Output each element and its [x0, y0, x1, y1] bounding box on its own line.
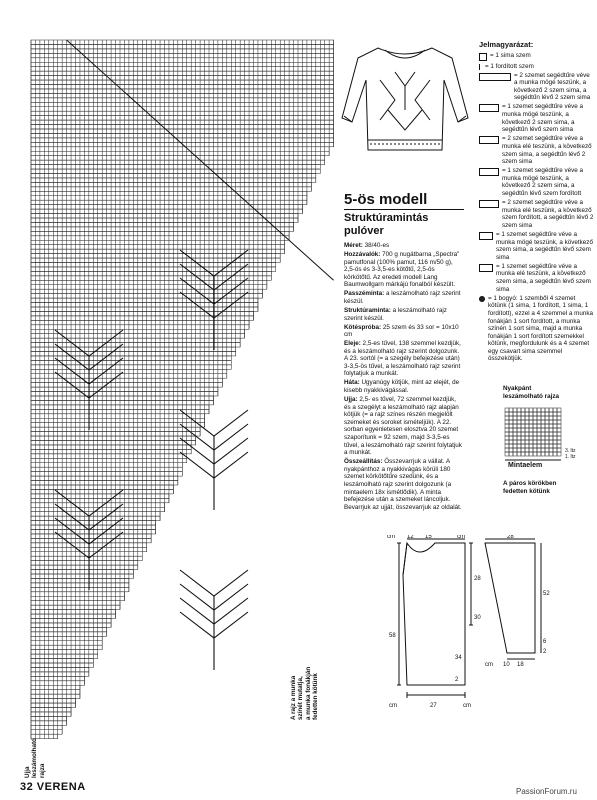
- neckband-note-line-1: A páros körökben: [503, 480, 557, 487]
- dim-12: 12: [407, 535, 414, 540]
- row-label-1: 1. ltz: [565, 454, 576, 460]
- instruction-paragraph: [344, 251, 464, 289]
- dim-27: 27: [430, 703, 437, 709]
- neckband-title: [503, 385, 559, 400]
- neckband-chart: [503, 406, 563, 470]
- dim-cm-left: cm: [387, 535, 395, 540]
- cable2b-symbol-icon: [479, 264, 493, 272]
- dim-15: 15: [425, 535, 432, 540]
- cable3c-symbol-icon: [479, 168, 499, 176]
- cable3a-symbol-icon: [479, 104, 499, 112]
- paragraph-label: Kötéspróba:: [344, 323, 382, 331]
- dim-10: 10: [503, 662, 510, 668]
- title-rule: [344, 209, 464, 210]
- legend-title: Jelmagyarázat:: [479, 40, 534, 49]
- paragraph-text: Ugyanúgy kötjük, mint az elejét, de kisebb nyakkivágással.: [344, 379, 460, 395]
- legend-text: = 2 szemet segédtűre véve a munka elé teszünk, a következő szem fordított, a segédtűn lévő 2 szem sima: [502, 199, 594, 229]
- dim-2: 2: [455, 677, 459, 683]
- paragraph-text: a leszámolható rajz szerint készül.: [344, 290, 461, 305]
- neckband-note-line-2: fedetten kötünk: [503, 487, 550, 495]
- meret-value: 38/40-es: [362, 242, 390, 249]
- bar-symbol-icon: [479, 64, 482, 70]
- legend-item: [479, 72, 595, 102]
- paragraph-label: Eleje:: [344, 340, 361, 348]
- legend-text: = 1 bogyó: 1 szemből 4 szemet kötünk (1 sima, 1 fordított, 1 sima, 1 fordított), ezzel a 4 szemmel a munka fonákján 1 sort fordított, a munka színén 1 sort sima, majd a munka fonákján 1 sort fordított szemekkel kötünk, megfordulunk és a 4 szemet egy csavart sima szemmel összekötjük.: [488, 294, 593, 363]
- model-title: 5-ös modell: [344, 191, 428, 208]
- paragraph-label: Háta:: [344, 379, 360, 387]
- instruction-paragraph: [344, 307, 464, 322]
- dot-symbol-icon: [479, 296, 485, 302]
- legend-item: [479, 167, 595, 197]
- paragraph-text: 2,5- es tűvel, 72 szemmel kezdjük, és a szegélyt a leszámolható rajz alapján kötjük (= a rajz színes részén megjelölt szemeket és soroket ismételjük). A 22. sorban egyenletesen elosztva 20 szemet szaporítunk = 92 szem, majd 3-3,5-es tűvel, a leszámolható rajz szerint folytatjuk a munkát.: [344, 396, 462, 457]
- legend-text: = 1 fordított szem: [485, 62, 534, 70]
- dim-cm-bottom-right: cm: [463, 703, 471, 709]
- legend-item: [479, 63, 595, 71]
- watermark: PassionForum.ru: [516, 787, 577, 796]
- legend-text: = 1 sima szem: [490, 52, 531, 59]
- paragraph-label: Hozzávalók:: [344, 250, 381, 258]
- dim-6: 6: [543, 639, 547, 645]
- meret-label: Méret:: [344, 242, 363, 249]
- chart-note-line-2: színét mutatja,: [297, 676, 305, 720]
- page-footer: 32 VERENA: [20, 781, 86, 793]
- legend-text: = 1 szemet segédtűre véve a munka mögé teszünk, a következő 2 szem sima, a segédtűn lévő szem fordított: [502, 167, 584, 197]
- chart-note-line-4: fedetten kötünk: [311, 673, 319, 720]
- legend-item: [479, 263, 595, 293]
- legend-text: = 2 szemet segédtűre véve a munka mögé teszünk, a következő 2 szem sima, a segédtűn lévő 2 szem sima: [514, 71, 591, 102]
- model-subtitle: [344, 212, 428, 238]
- legend-text: = 1 szemet segédtűre véve a munka mögé teszünk, a következő 2 szem sima, a segédtűn lévő szem sima: [502, 103, 584, 134]
- dim-52: 52: [543, 591, 550, 597]
- cable3b-symbol-icon: [479, 136, 499, 144]
- sleeve-label-line-2: leszámolható: [31, 738, 39, 778]
- dim-cm-sleeve: cm: [485, 662, 493, 668]
- dim-2-sleeve: 2: [543, 649, 547, 655]
- sweater-illustration: [340, 40, 470, 160]
- dim-28-top: 28: [507, 535, 514, 540]
- subtitle-line-1: Struktúramintás: [344, 212, 429, 224]
- row-label-3: 3. ltz: [565, 448, 576, 454]
- dim-cm-bottom-left: cm: [389, 703, 397, 709]
- neckband-title-line-2: leszámolható rajza: [503, 392, 559, 400]
- box-symbol-icon: [479, 53, 487, 61]
- dim-34: 34: [455, 655, 462, 661]
- neckband-title-line-1: Nyakpánt: [503, 385, 532, 392]
- subtitle-line-2: pulóver: [344, 225, 384, 237]
- sleeve-label-line-3: rajza: [38, 763, 46, 778]
- instruction-paragraph: [344, 458, 464, 511]
- dim-cm-top: cm: [457, 535, 465, 540]
- paragraph-label: Struktúraminta:: [344, 306, 391, 314]
- sleeve-label-line-1: Ujja: [24, 766, 31, 778]
- legend: [479, 40, 595, 365]
- paragraph-text: a leszámolható rajz szerint készül.: [344, 306, 447, 322]
- dim-18: 18: [517, 662, 524, 668]
- instruction-paragraph: [344, 340, 464, 378]
- instruction-paragraph: [344, 324, 464, 339]
- legend-text: = 1 szemet segédtűre véve a munka mögé teszünk, a következő szem sima, a segédtűn lévő szem sima: [496, 230, 593, 261]
- size-schematic: [385, 535, 570, 720]
- cable3d-symbol-icon: [479, 200, 499, 208]
- dim-30-right: 30: [474, 615, 481, 621]
- instruction-paragraph: [344, 396, 464, 457]
- paragraph-label: Ujja:: [344, 396, 358, 404]
- legend-item: [479, 199, 595, 229]
- dim-58: 58: [389, 633, 396, 639]
- legend-item: [479, 295, 595, 363]
- paragraph-text: 2,5-es tűvel, 138 szemmel kezdjük, és a leszámolható rajz szerint dolgozunk. A 23. sortól (= a szegély befejezése után) 3-3,5-ös tűvel, a leszámolható rajz szerint folytatjuk a munkát.: [344, 340, 461, 378]
- paragraph-label: Passzéminta:: [344, 290, 385, 298]
- cable2a-symbol-icon: [479, 232, 493, 240]
- instruction-paragraph: [344, 290, 464, 305]
- legend-item: [479, 103, 595, 133]
- neckband-note: [503, 480, 556, 495]
- instructions: [344, 242, 464, 513]
- chart-note-line-1: A rajz a munka: [290, 675, 297, 720]
- motif-label: Mintaelem: [508, 462, 543, 469]
- dim-28-right: 28: [474, 576, 481, 582]
- paragraph-label: Összeállítás:: [344, 458, 383, 466]
- legend-item: [479, 135, 595, 165]
- cable4-symbol-icon: [479, 73, 511, 81]
- legend-item: [479, 52, 595, 61]
- paragraph-text: Összevarrjuk a vállat. A nyakpánthoz a nyakkivágás körüli 180 szemet körkötőtűre szedünk, és a leszámolható rajz szerint dolgozunk (a mintaelem 18x ismétlődik). A minta befejezése után a szemeket láncoljuk. Bevarrjuk az ujját, összevarrjuk az oldalát.: [344, 458, 462, 511]
- neckband-row-labels: [565, 448, 576, 460]
- chart-note: [290, 667, 319, 720]
- instruction-paragraph: [344, 379, 464, 394]
- legend-text: = 2 szemet segédtűre véve a munka elé teszünk, a következő szem sima, a segédtűn lévő 2 szem sima: [502, 135, 592, 166]
- sleeve-chart-label: [24, 738, 46, 778]
- legend-text: = 1 szemet segédtűre véve a munka elé teszünk, a következő szem sima, a segédtűn lévő szem sima: [496, 262, 591, 293]
- paragraph-text: 700 g nugátbarna „Spectra" pamutfonal (100% pamut, 116 m/50 g), 2,5-ös és 3-3,5-es kötőtű, 2,5-ös körkötőtű. Az eredeti modell Lang Baumwollgarn márkájú fonalból készült.: [344, 250, 460, 289]
- chart-note-line-3: a munka fonákján: [304, 666, 312, 720]
- legend-item: [479, 231, 595, 261]
- paragraph-text: 25 szem és 33 sor = 10x10 cm: [344, 323, 459, 339]
